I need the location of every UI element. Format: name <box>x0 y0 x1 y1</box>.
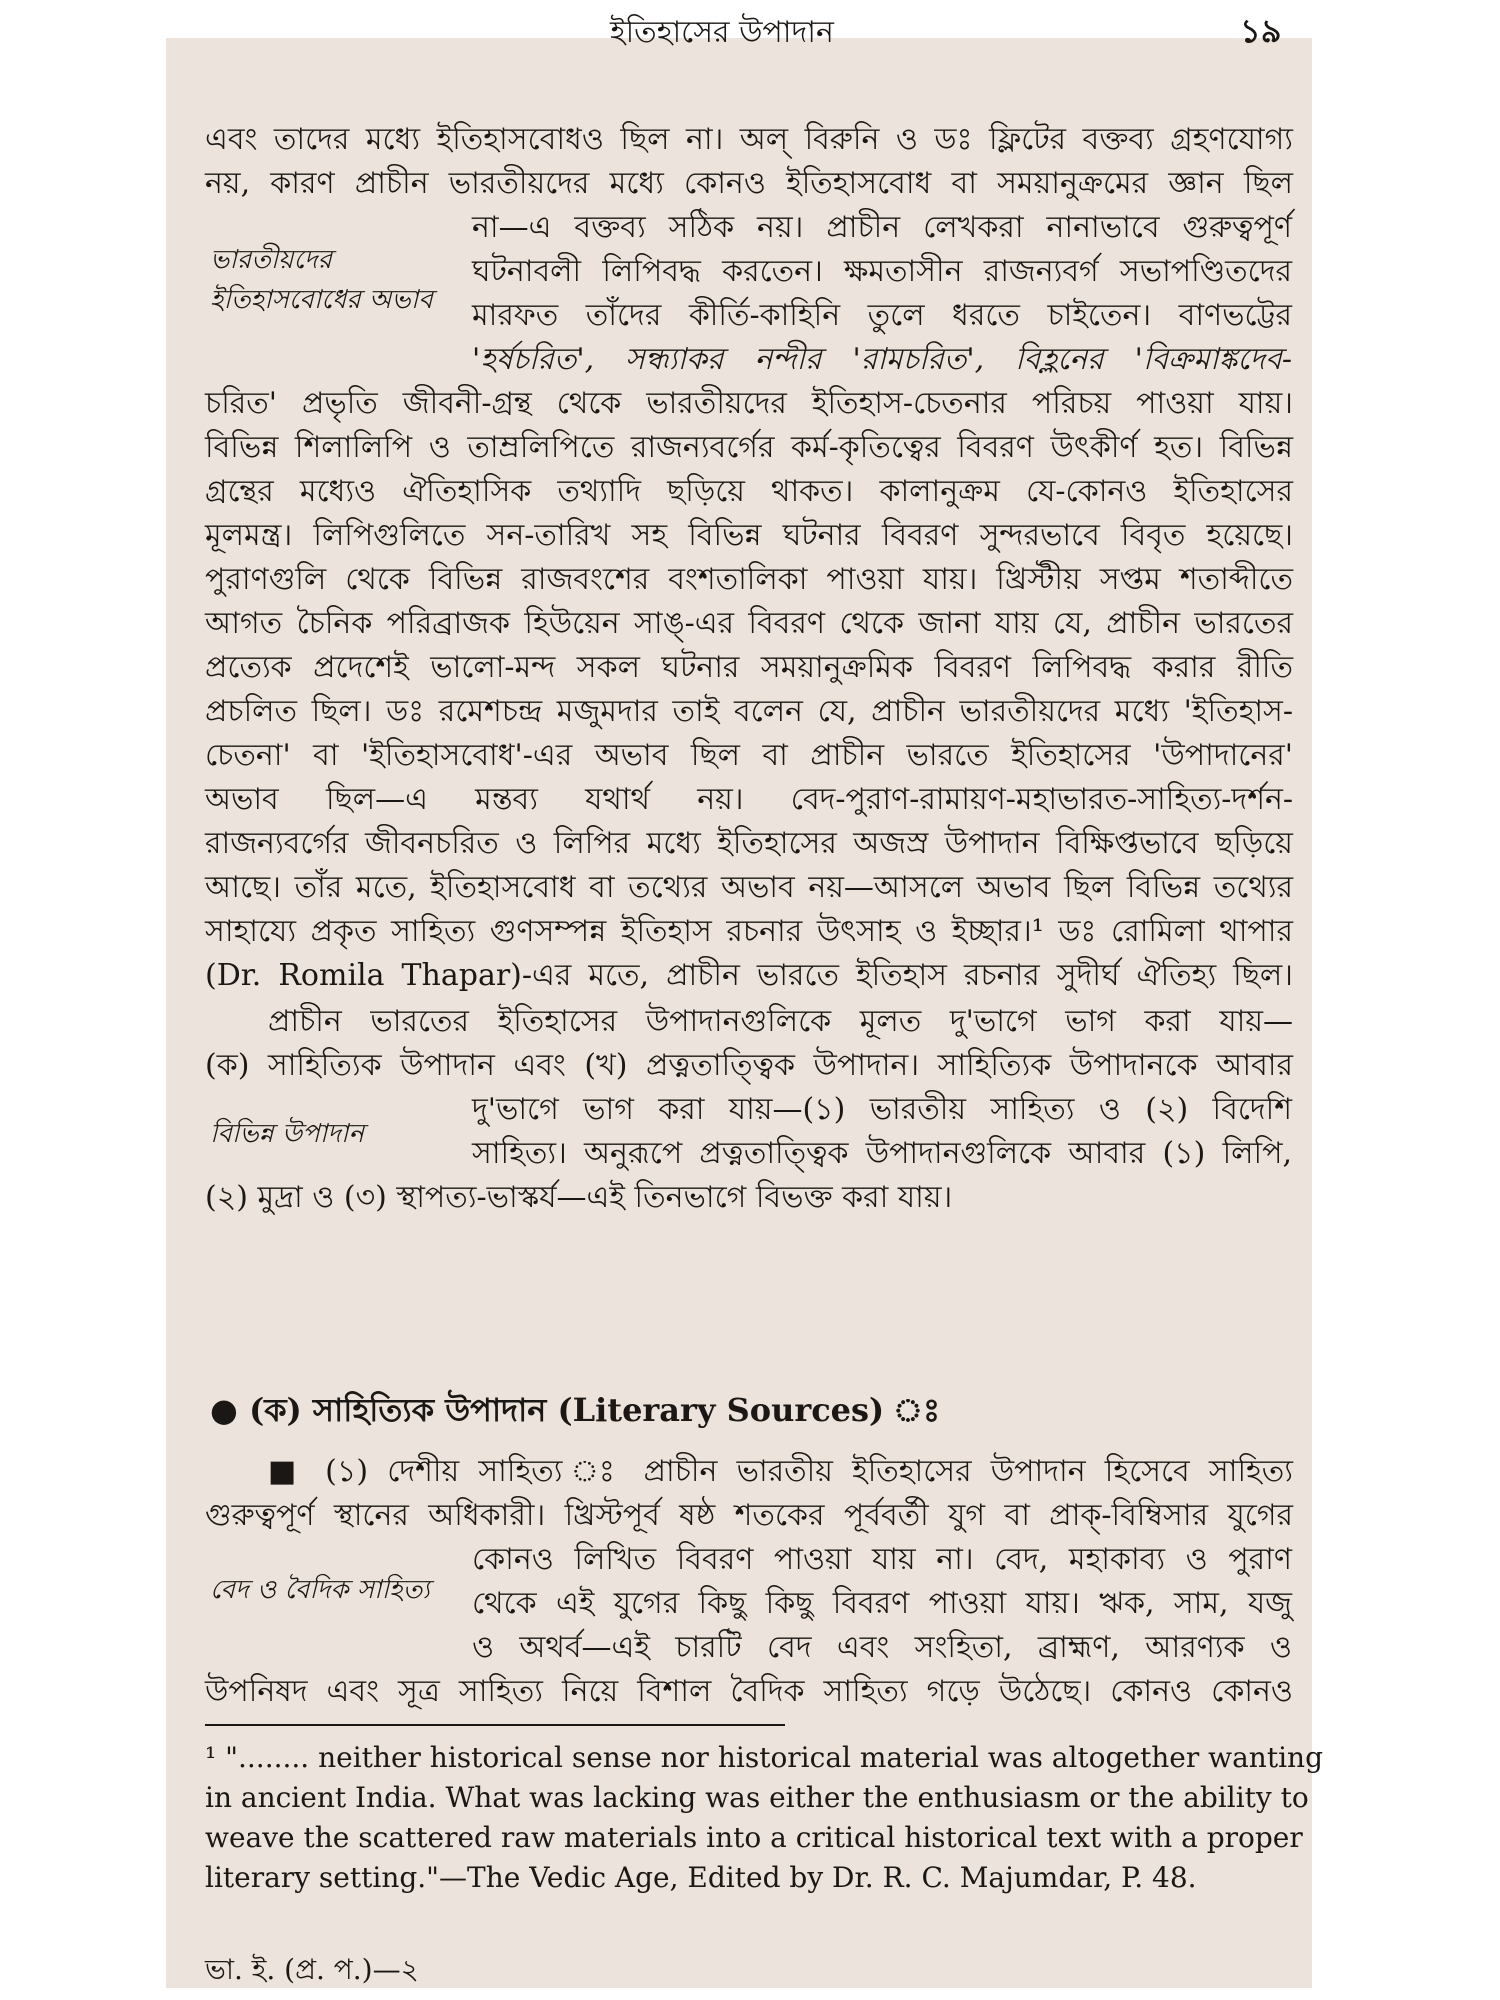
text-line: প্রচলিত ছিল। ডঃ রমেশচন্দ্র মজুমদার তাই বলেন যে, প্রাচীন ভারতীয়দের মধ্যে 'ইতিহাস- <box>205 694 1293 729</box>
text-line: প্রত্যেক প্রদেশেই ভালো-মন্দ সকল ঘটনার সময়ানুক্রমিক বিবরণ লিপিবদ্ধ করার রীতি <box>205 650 1293 685</box>
running-header-title: ইতিহাসের উপাদান <box>610 15 834 50</box>
text-line: চেতনা' বা 'ইতিহাসবোধ'-এর অভাব ছিল বা প্রাচীন ভারতে ইতিহাসের 'উপাদানের' <box>205 738 1293 773</box>
text-line: আছে। তাঁর মতে, ইতিহাসবোধ বা তথ্যের অভাব নয়—আসলে অভাব ছিল বিভিন্ন তথ্যের <box>205 870 1293 905</box>
text-line: রাজন্যবর্গের জীবনচরিত ও লিপির মধ্যে ইতিহাসের অজস্র উপাদান বিক্ষিপ্তভাবে ছড়িয়ে <box>205 826 1293 861</box>
text-line: ঘটনাবলী লিপিবদ্ধ করতেন। ক্ষমতাসীন রাজন্যবর্গ সভাপণ্ডিতদের <box>472 254 1292 289</box>
text-line: উপনিষদ এবং সূত্র সাহিত্য নিয়ে বিশাল বৈদিক সাহিত্য গড়ে উঠেছে। কোনও কোনও <box>205 1674 1293 1709</box>
text-line: গুরুত্বপূর্ণ স্থানের অধিকারী। খ্রিস্টপূর্ব ষষ্ঠ শতকের পূর্ববর্তী যুগ বা প্রাক্-বিম্বিসার যুগের <box>205 1498 1293 1533</box>
text-line: অভাব ছিল—এ মন্তব্য যথার্থ নয়। বেদ-পুরাণ-রামায়ণ-মহাভারত-সাহিত্য-দর্শন- <box>205 782 1293 817</box>
footnote-line: ¹ "........ neither historical sense nor historical material was altogether wanting <box>205 1741 1324 1774</box>
text-line: ■ (১) দেশীয় সাহিত্য ঃ প্রাচীন ভারতীয় ইতিহাসের উপাদান হিসেবে সাহিত্য <box>268 1454 1293 1489</box>
text-line: সাহিত্য। অনুরূপে প্রত্নতাত্ত্বিক উপাদানগুলিকে আবার (১) লিপি, <box>472 1136 1292 1171</box>
margin-note: বিভিন্ন উপাদান <box>210 1119 364 1149</box>
text-line: সাহায্যে প্রকৃত সাহিত্য গুণসম্পন্ন ইতিহাস রচনার উৎসাহ ও ইচ্ছার।¹ ডঃ রোমিলা থাপার <box>205 914 1293 949</box>
section-heading: ● (ক) সাহিত্যিক উপাদান (Literary Sources) ঃ <box>210 1391 941 1429</box>
footnote-rule <box>205 1724 785 1726</box>
text-line: গ্রন্থের মধ্যেও ঐতিহাসিক তথ্যাদি ছড়িয়ে থাকত। কালানুক্রম যে-কোনও ইতিহাসের <box>205 474 1293 509</box>
text-line: আগত চৈনিক পরিব্রাজক হিউয়েন সাঙ্-এর বিবরণ থেকে জানা যায় যে, প্রাচীন ভারতের <box>205 606 1293 641</box>
text-line: বিভিন্ন শিলালিপি ও তাম্রলিপিতে রাজন্যবর্গের কর্ম-কৃতিত্বের বিবরণ উৎকীর্ণ হত। বিভিন্ন <box>205 430 1293 465</box>
text-line: (Dr. Romila Thapar)-এর মতে, প্রাচীন ভারতে ইতিহাস রচনার সুদীর্ঘ ঐতিহ্য ছিল। <box>205 958 1293 993</box>
margin-note: বেদ ও বৈদিক সাহিত্য <box>210 1575 430 1605</box>
text-line: এবং তাদের মধ্যে ইতিহাসবোধও ছিল না। অল্ বিরুনি ও ডঃ ফ্লিটের বক্তব্য গ্রহণযোগ্য <box>205 122 1293 157</box>
text-line: প্রাচীন ভারতের ইতিহাসের উপাদানগুলিকে মূলত দু'ভাগে ভাগ করা যায়— <box>268 1004 1293 1039</box>
text-line: দু'ভাগে ভাগ করা যায়—(১) ভারতীয় সাহিত্য ও (২) বিদেশি <box>472 1092 1292 1127</box>
text-line: কোনও লিখিত বিবরণ পাওয়া যায় না। বেদ, মহাকাব্য ও পুরাণ <box>472 1542 1292 1577</box>
page-footer-signature: ভা. ই. (প্র. প.)—২ <box>205 1953 419 1986</box>
text-line: মারফত তাঁদের কীর্তি-কাহিনি তুলে ধরতে চাইতেন। বাণভট্টের <box>472 298 1292 333</box>
text-line: 'হর্ষচরিত', সন্ধ্যাকর নন্দীর 'রামচরিত', বিহ্লনের 'বিক্রমাঙ্কদেব- <box>472 342 1292 377</box>
page-number: ১৯ <box>1240 12 1282 50</box>
text-line: পুরাণগুলি থেকে বিভিন্ন রাজবংশের বংশতালিকা পাওয়া যায়। খ্রিস্টীয় সপ্তম শতাব্দীতে <box>205 562 1293 597</box>
text-line: মূলমন্ত্র। লিপিগুলিতে সন-তারিখ সহ বিভিন্ন ঘটনার বিবরণ সুন্দরভাবে বিবৃত হয়েছে। <box>205 518 1293 553</box>
margin-note: ভারতীয়দের ইতিহাসবোধের অভাব <box>210 245 433 315</box>
text-line: ও অথর্ব—এই চারটি বেদ এবং সংহিতা, ব্রাহ্মণ, আরণ্যক ও <box>472 1630 1292 1665</box>
text-line: চরিত' প্রভৃতি জীবনী-গ্রন্থ থেকে ভারতীয়দের ইতিহাস-চেতনার পরিচয় পাওয়া যায়। <box>205 386 1293 421</box>
text-line: (২) মুদ্রা ও (৩) স্থাপত্য-ভাস্কর্য—এই তিনভাগে বিভক্ত করা যায়। <box>205 1180 953 1215</box>
footnote-line: weave the scattered raw materials into a critical historical text with a proper <box>205 1821 1303 1854</box>
text-line: নয়, কারণ প্রাচীন ভারতীয়দের মধ্যে কোনও ইতিহাসবোধ বা সময়ানুক্রমের জ্ঞান ছিল <box>205 166 1293 201</box>
text-line: না—এ বক্তব্য সঠিক নয়। প্রাচীন লেখকরা নানাভাবে গুরুত্বপূর্ণ <box>472 210 1292 245</box>
text-line: থেকে এই যুগের কিছু কিছু বিবরণ পাওয়া যায়। ঋক, সাম, যজু <box>472 1586 1292 1621</box>
text-line: (ক) সাহিত্যিক উপাদান এবং (খ) প্রত্নতাত্ত্বিক উপাদান। সাহিত্যিক উপাদানকে আবার <box>205 1048 1293 1083</box>
footnote-line: literary setting."—The Vedic Age, Edited by Dr. R. C. Majumdar, P. 48. <box>205 1861 1197 1894</box>
footnote-line: in ancient India. What was lacking was either the enthusiasm or the ability to <box>205 1781 1309 1814</box>
